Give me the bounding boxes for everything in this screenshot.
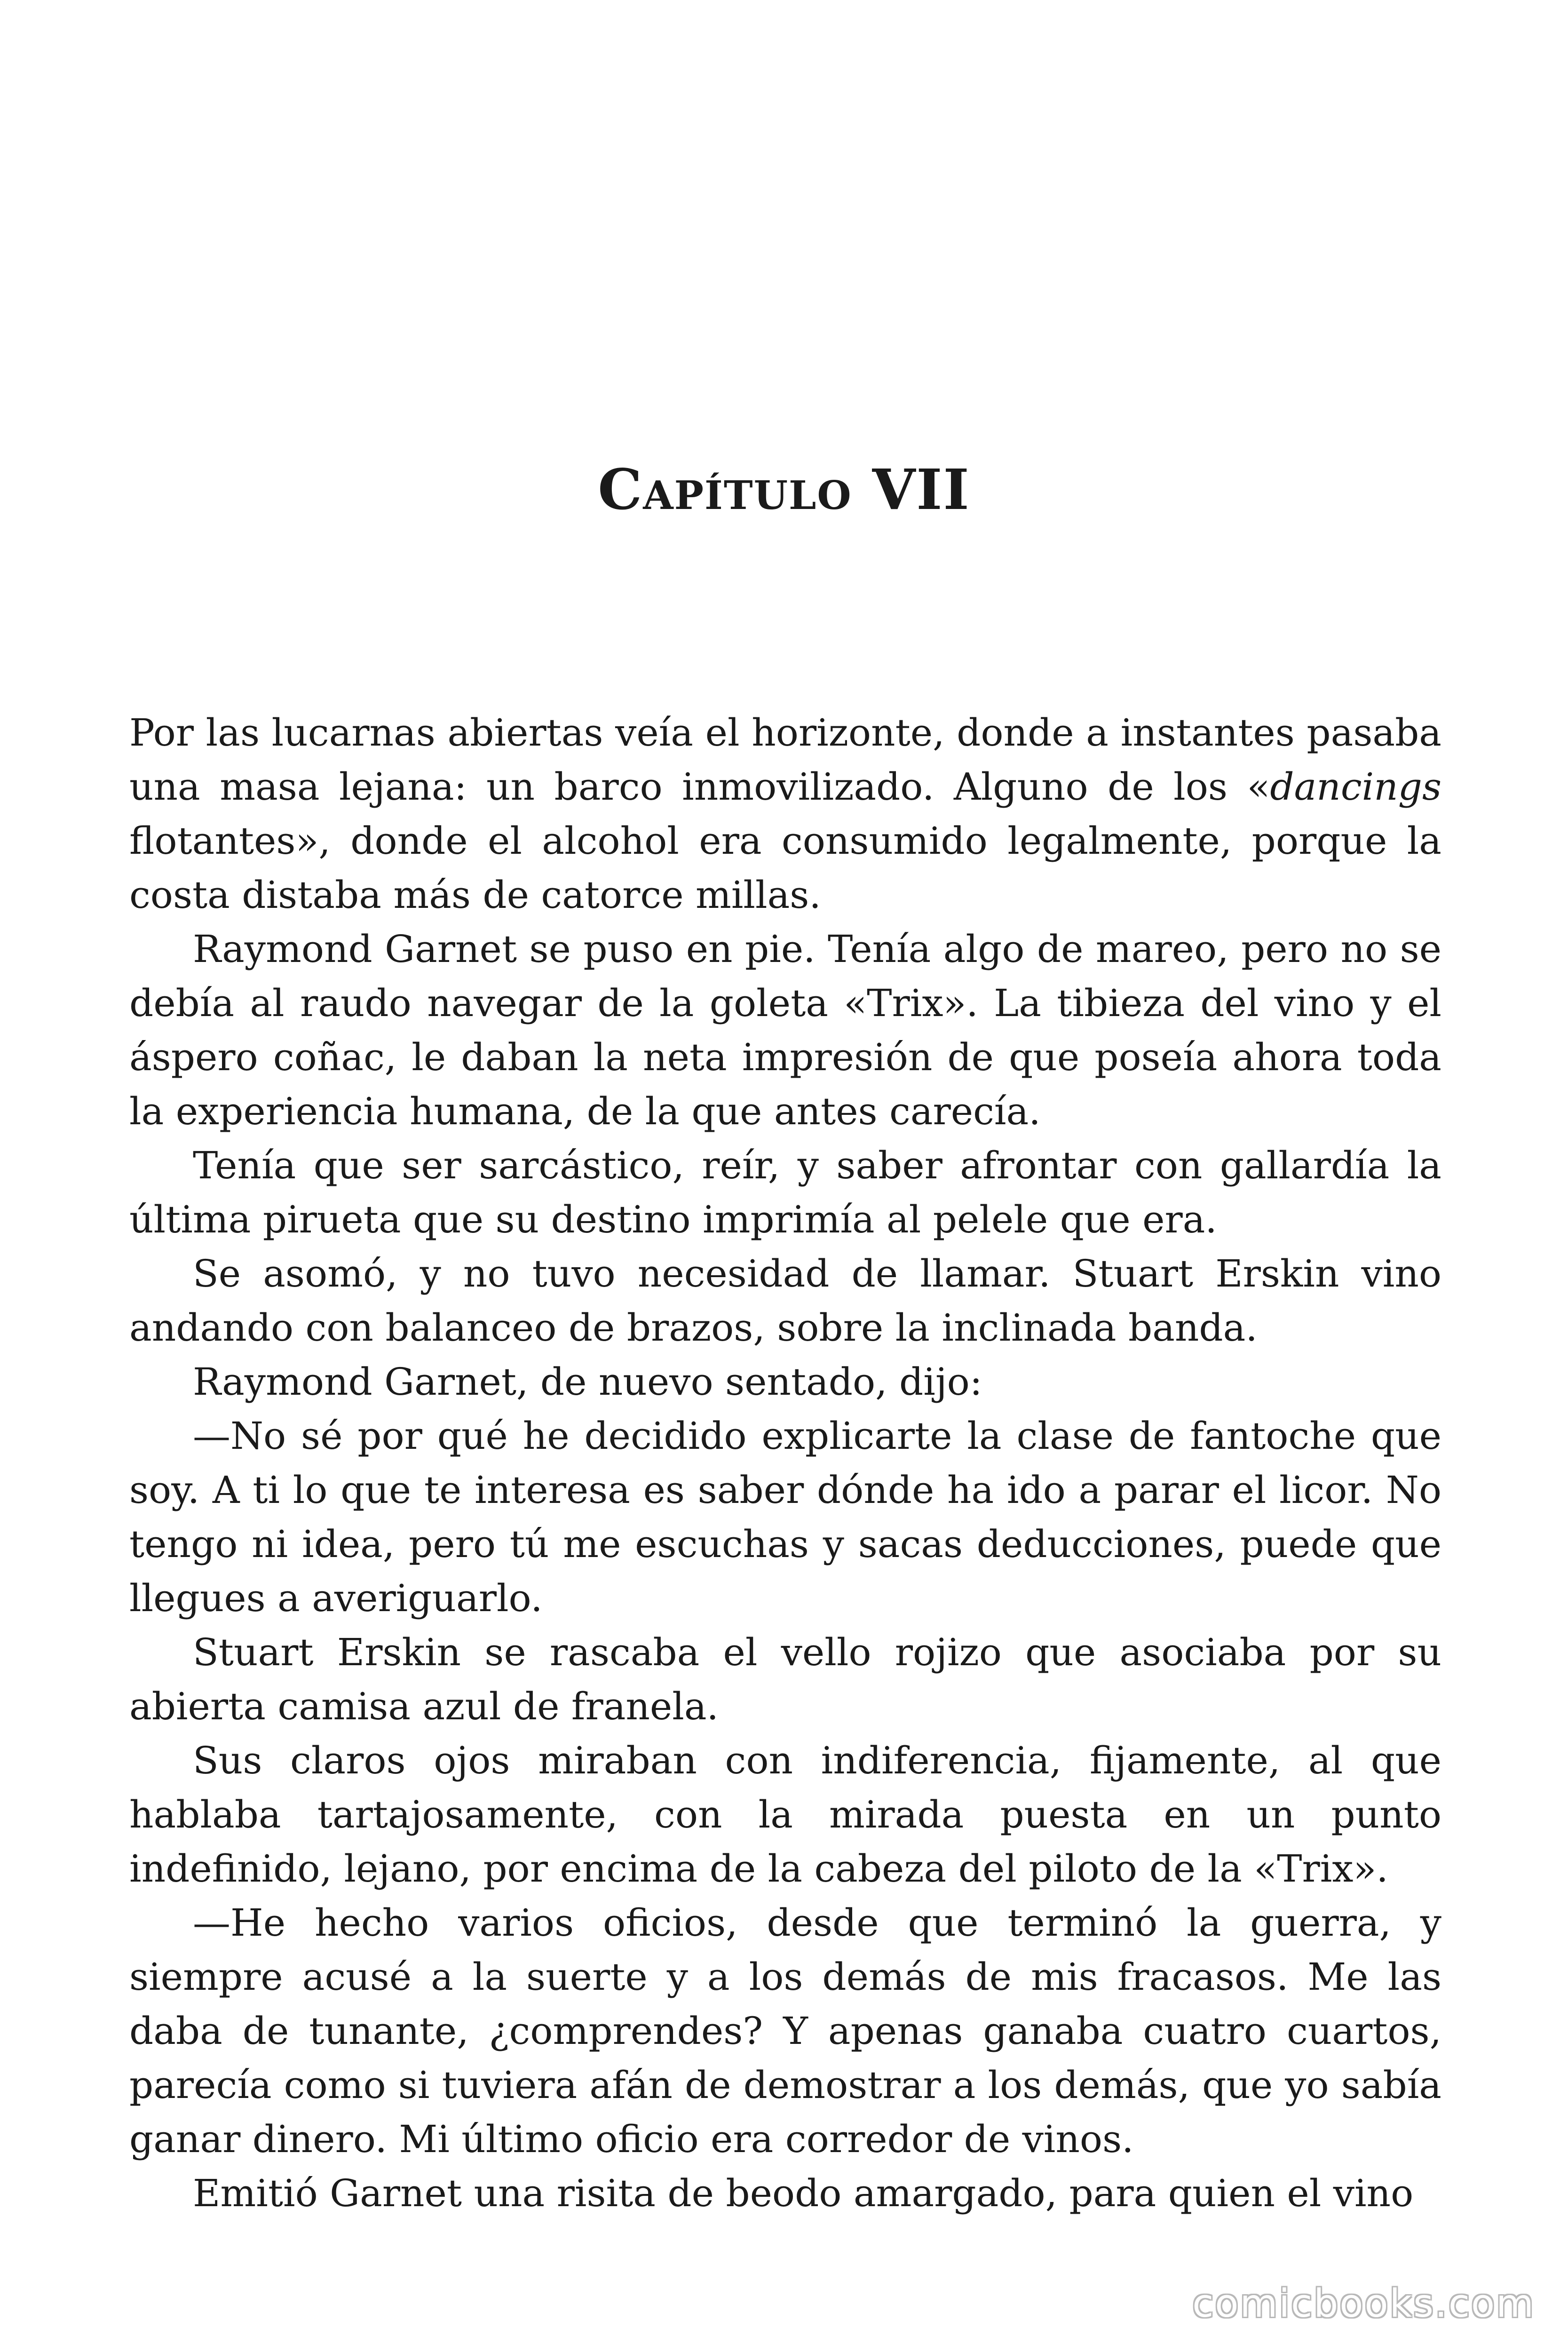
paragraph [129, 1138, 1441, 1247]
paragraph [129, 706, 1441, 922]
chapter-body [129, 706, 1441, 2220]
text-segment: Raymond Garnet, de nuevo sentado, dijo: [193, 1360, 982, 1404]
text-segment: Por las lucarnas abiertas veía el horizonte, donde a instantes pasaba una masa lejana: un barco inmovilizado. Alguno de los « [129, 711, 1441, 809]
paragraph [129, 1896, 1441, 2166]
text-segment: —No sé por qué he decidido explicarte la clase de fantoche que soy. A ti lo que te interesa es saber dónde ha ido a parar el licor. No tengo ni idea, pero tú me escuchas y sacas deducciones, puede que llegues a averiguarlo. [129, 1414, 1441, 1620]
text-segment: Stuart Erskin se rascaba el vello rojizo que asociaba por su abierta camisa azul de franela. [129, 1630, 1441, 1728]
text-segment: —He hecho varios oficios, desde que terminó la guerra, y siempre acusé a la suerte y a los demás de mis fracasos. Me las daba de tunante, ¿comprendes? Y apenas ganaba cuatro cuartos, parecía como si tuviera afán de demostrar a los demás, que yo sabía ganar dinero. Mi último oficio era corredor de vinos. [129, 1901, 1441, 2161]
text-segment: Emitió Garnet una risita de beodo amargado, para quien el vino [193, 2171, 1414, 2215]
paragraph [129, 1625, 1441, 1733]
chapter-title: Capítulo VII [598, 457, 970, 522]
text-segment: Se asomó, y no tuvo necesidad de llamar. Stuart Erskin vino andando con balanceo de brazos, sobre la inclinada banda. [129, 1252, 1441, 1350]
text-segment: flotantes», donde el alcohol era consumido legalmente, porque la costa distaba más de catorce millas. [129, 819, 1441, 917]
text-segment: Sus claros ojos miraban con indiferencia, fijamente, al que hablaba tartajosamente, con la mirada puesta en un punto indefinido, lejano, por encima de la cabeza del piloto de la «Trix». [129, 1739, 1441, 1891]
paragraph [129, 1409, 1441, 1625]
watermark-logo: comicbooks.com [1192, 2281, 1535, 2326]
italic-text: dancings [1270, 765, 1441, 809]
text-segment: Raymond Garnet se puso en pie. Tenía algo de mareo, pero no se debía al raudo navegar de la goleta «Trix». La tibieza del vino y el áspero coñac, le daban la neta impresión de que poseía ahora toda la experiencia humana, de la que antes carecía. [129, 927, 1441, 1133]
paragraph [129, 1247, 1441, 1355]
paragraph [129, 922, 1441, 1138]
paragraph [129, 2166, 1441, 2220]
paragraph [129, 1355, 1441, 1409]
paragraph [129, 1733, 1441, 1896]
text-segment: Tenía que ser sarcástico, reír, y saber afrontar con gallardía la última pirueta que su destino imprimía al pelele que era. [129, 1144, 1441, 1241]
